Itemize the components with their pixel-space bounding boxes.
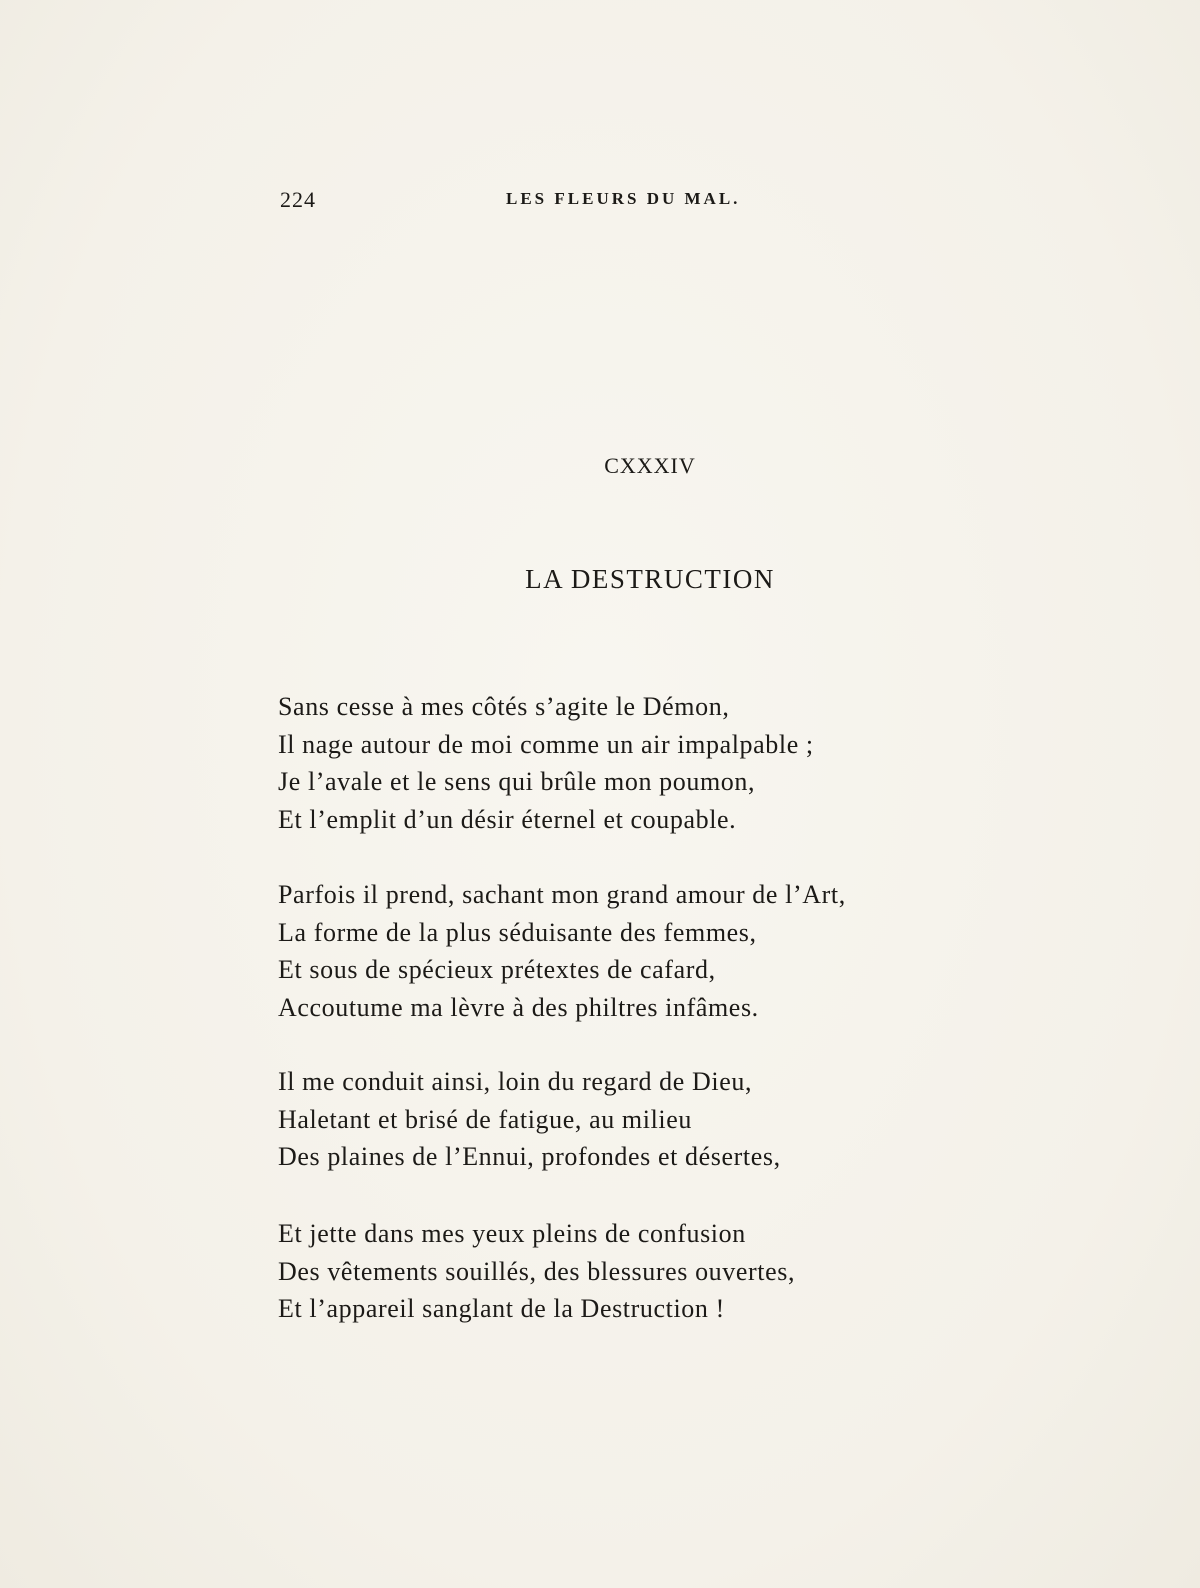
verse-line: La forme de la plus séduisante des femmes, xyxy=(278,917,757,947)
verse-line: Haletant et brisé de fatigue, au milieu xyxy=(278,1104,692,1134)
verse-line: Sans cesse à mes côtés s’agite le Démon, xyxy=(278,692,730,721)
running-head xyxy=(280,187,810,217)
stanza-4 xyxy=(278,1215,795,1328)
verse-line: Et l’appareil sanglant de la Destruction ! xyxy=(278,1294,725,1323)
verse-line: Je l’avale et le sens qui brûle mon poumon, xyxy=(278,767,756,796)
verse-line: Et sous de spécieux prétextes de cafard, xyxy=(278,955,716,984)
verse-line: Parfois il prend, sachant mon grand amour de l’Art, xyxy=(278,880,846,909)
verse-line: Des plaines de l’Ennui, profondes et désertes, xyxy=(278,1142,781,1171)
stanza-3 xyxy=(278,1063,781,1176)
stanza-2 xyxy=(278,876,846,1026)
verse-line: Des vêtements souillés, des blessures ouvertes, xyxy=(278,1256,796,1286)
running-title: LES FLEURS DU MAL. xyxy=(506,189,741,208)
verse-line: Il me conduit ainsi, loin du regard de Dieu, xyxy=(278,1067,753,1096)
verse-line: Et l’emplit d’un désir éternel et coupable. xyxy=(278,804,737,834)
stanza-1 xyxy=(278,688,814,838)
poem-title: LA DESTRUCTION xyxy=(525,564,775,594)
verse-line: Accoutume ma lèvre à des philtres infâmes. xyxy=(278,992,759,1022)
page-number: 224 xyxy=(280,187,316,212)
poem-number: CXXXIV xyxy=(604,453,696,478)
verse-line: Et jette dans mes yeux pleins de confusion xyxy=(278,1219,746,1248)
verse-line: Il nage autour de moi comme un air impalpable ; xyxy=(278,729,814,759)
